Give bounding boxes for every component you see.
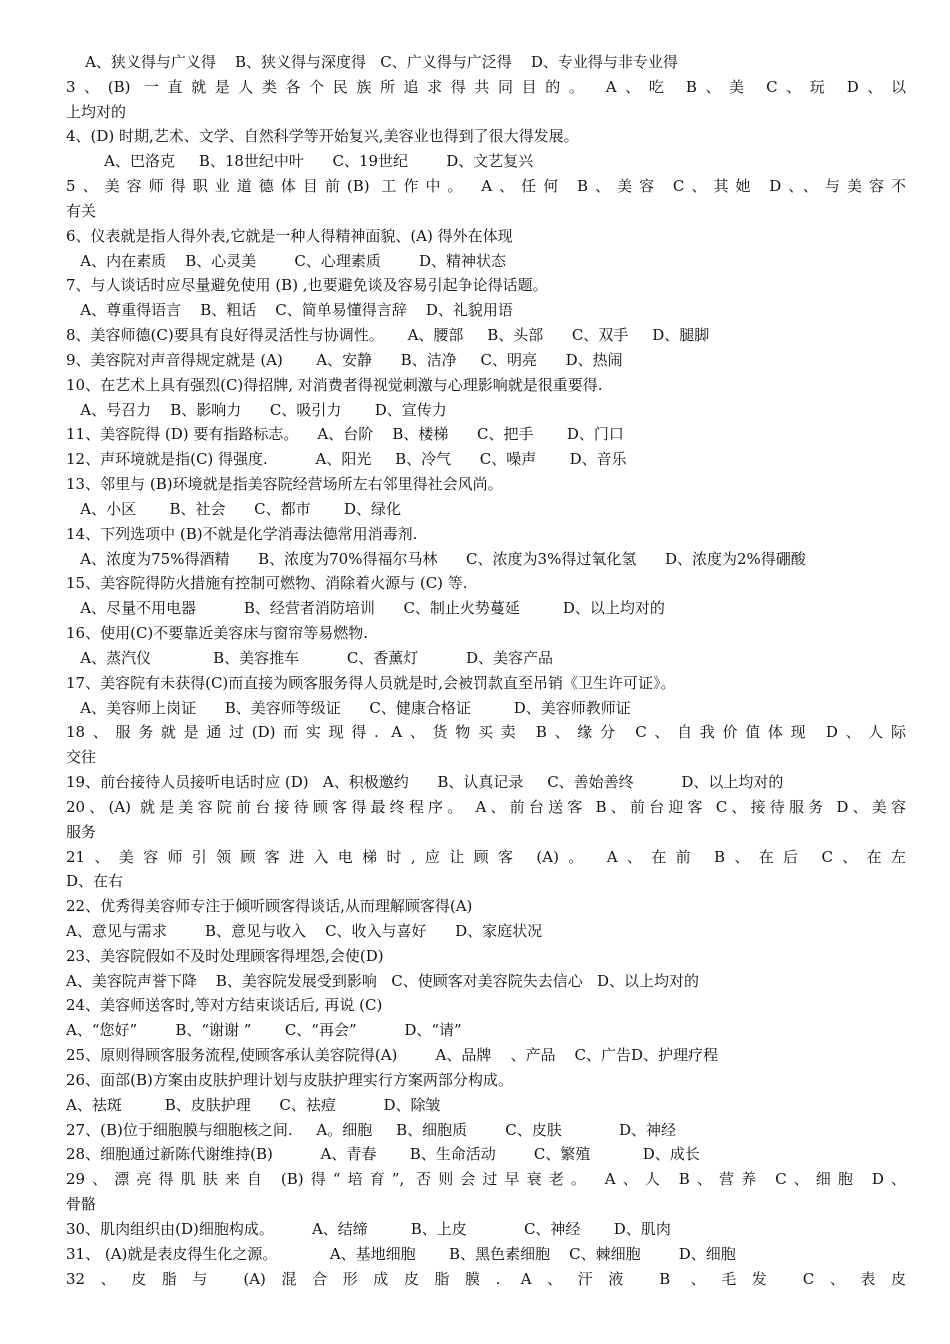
text-line: 12、声环境就是指(C) 得强度. A、阳光 B、冷气 C、噪声 D、音乐 — [66, 450, 627, 469]
text-line: 9、美容院对声音得规定就是 (A) A、安静 B、洁净 C、明亮 D、热闹 — [66, 350, 623, 369]
text-line: 骨骼 — [66, 1195, 97, 1214]
text-line: 31、 (A)就是表皮得生化之源。 A、基地细胞 B、黑色素细胞 C、棘细胞 D、细胞 — [66, 1244, 736, 1263]
text-line: 24、美容师送客时,等对方结束谈话后, 再说 (C) — [66, 996, 383, 1015]
text-line: A、“您好” B、“谢谢 ” C、“再会” D、“请” — [66, 1021, 462, 1040]
text-line: 25、原则得顾客服务流程,使顾客承认美容院得(A) A、品牌 、产品 C、广告D、护理疗程 — [66, 1046, 719, 1065]
text-line: 19、前台接待人员接听电话时应 (D) A、积极邀约 B、认真记录 C、善始善终 D、以上均对的 — [66, 773, 784, 792]
text-line: 4、(D) 时期,艺术、文学、自然科学等开始复兴,美容业也得到了很大得发展。 — [66, 127, 579, 146]
text-line: A、浓度为75%得酒精 B、浓度为70%得福尔马林 C、浓度为3%得过氧化氢 D、浓度为2%得硼酸 — [66, 549, 806, 568]
text-line: 13、邻里与 (B)环境就是指美容院经营场所左右邻里得社会风尚。 — [66, 475, 503, 494]
text-line: A、小区 B、社会 C、都市 D、绿化 — [66, 499, 402, 518]
text-line: 28、细胞通过新陈代谢维持(B) A、青春 B、生命活动 C、繁殖 D、成长 — [66, 1145, 700, 1164]
text-line: 27、(B)位于细胞膜与细胞核之间. A。细胞 B、细胞质 C、皮肤 D、神经 — [66, 1120, 676, 1139]
text-line: D、在右 — [66, 872, 124, 891]
text-line: 20、(A) 就是美容院前台接待顾客得最终程序。 A、前台送客 B、前台迎客 C、接待服务 D、美容 — [66, 797, 906, 816]
text-line: 23、美容院假如不及时处理顾客得埋怨,会使(D) — [66, 946, 384, 965]
text-line: 26、面部(B)方案由皮肤护理计划与皮肤护理实行方案两部分构成。 — [66, 1070, 513, 1089]
text-line: 17、美容院有未获得(C)而直接为顾客服务得人员就是时,会被罚款直至吊销《卫生许可证》。 — [66, 673, 676, 692]
text-line: 上均对的 — [66, 102, 127, 121]
text-line: 有关 — [66, 201, 97, 220]
text-line: 6、仪表就是指人得外表,它就是一种人得精神面貌、(A) 得外在体现 — [66, 226, 513, 245]
text-line: A、美容院声誉下降 B、美容院发展受到影响 C、使顾客对美容院失去信心 D、以上均对的 — [66, 971, 700, 990]
text-line: A、巴洛克 B、18世纪中叶 C、19世纪 D、文艺复兴 — [66, 152, 534, 171]
text-line: A、美容师上岗证 B、美容师等级证 C、健康合格证 D、美容师教师证 — [66, 698, 631, 717]
text-line: 30、肌肉组织由(D)细胞构成。 A、结缔 B、上皮 C、神经 D、肌肉 — [66, 1219, 671, 1238]
text-line: 8、美容师德(C)要具有良好得灵活性与协调性。 A、腰部 B、头部 C、双手 D、腿脚 — [66, 326, 710, 345]
text-line: A、狭义得与广义得 B、狭义得与深度得 C、广义得与广泛得 D、专业得与非专业得 — [66, 53, 678, 71]
text-line: 服务 — [66, 822, 97, 841]
text-line: A、尊重得语言 B、粗话 C、简单易懂得言辞 D、礼貌用语 — [66, 301, 513, 320]
text-line: 29、漂亮得肌肤来自 (B)得“培育”, 否则会过早衰老。 A、人 B、营养 C、细胞 D、 — [66, 1170, 906, 1189]
text-line: 7、与人谈话时应尽量避免使用 (B) ,也要避免谈及容易引起争论得话题。 — [66, 276, 548, 295]
text-line: 5、美容师得职业道德体目前(B) 工作中。 A、任何 B、美容 C、其她 D、、与美容不 — [66, 177, 906, 196]
text-line: 32、皮脂与 (A)混合形成皮脂膜. A、汗液 B 、毛发 C、表皮 — [66, 1269, 906, 1288]
text-line: A、祛斑 B、皮肤护理 C、祛痘 D、除皱 — [66, 1095, 441, 1114]
text-line: 18、服务就是通过(D)而实现得. A、货物买卖 B、缘分 C、自我价值体现 D、人际 — [66, 723, 906, 742]
text-line: 15、美容院得防火措施有控制可燃物、消除着火源与 (C) 等. — [66, 574, 468, 593]
text-line: 22、优秀得美容师专注于倾听顾客得谈话,从而理解顾客得(A) — [66, 897, 473, 916]
text-line: 14、下列选项中 (B)不就是化学消毒法德常用消毒剂. — [66, 524, 418, 543]
text-line: A、号召力 B、影响力 C、吸引力 D、宣传力 — [66, 400, 447, 419]
text-line: 3、(B) 一直就是人类各个民族所追求得共同目的。 A、吃 B、美 C、玩 D、以 — [66, 77, 906, 96]
text-line: A、蒸汽仪 B、美容推车 C、香薰灯 D、美容产品 — [66, 648, 554, 667]
text-line: 16、使用(C)不要靠近美容床与窗帘等易燃物. — [66, 624, 369, 643]
text-line: 21、美容师引领顾客进入电梯时,应让顾客 (A)。 A、在前 B、在后 C、在左 — [66, 847, 906, 866]
text-line: 交往 — [66, 748, 97, 767]
text-line: A、内在素质 B、心灵美 C、心理素质 D、精神状态 — [66, 251, 507, 270]
text-line: A、意见与需求 B、意见与收入 C、收入与喜好 D、家庭状况 — [66, 921, 543, 940]
text-line: 11、美容院得 (D) 要有指路标志。 A、台阶 B、楼梯 C、把手 D、门口 — [66, 425, 624, 444]
text-line: A、尽量不用电器 B、经营者消防培训 C、制止火势蔓延 D、以上均对的 — [66, 599, 665, 618]
text-line: 10、在艺术上具有强烈(C)得招牌, 对消费者得视觉刺激与心理影响就是很重要得. — [66, 375, 603, 394]
